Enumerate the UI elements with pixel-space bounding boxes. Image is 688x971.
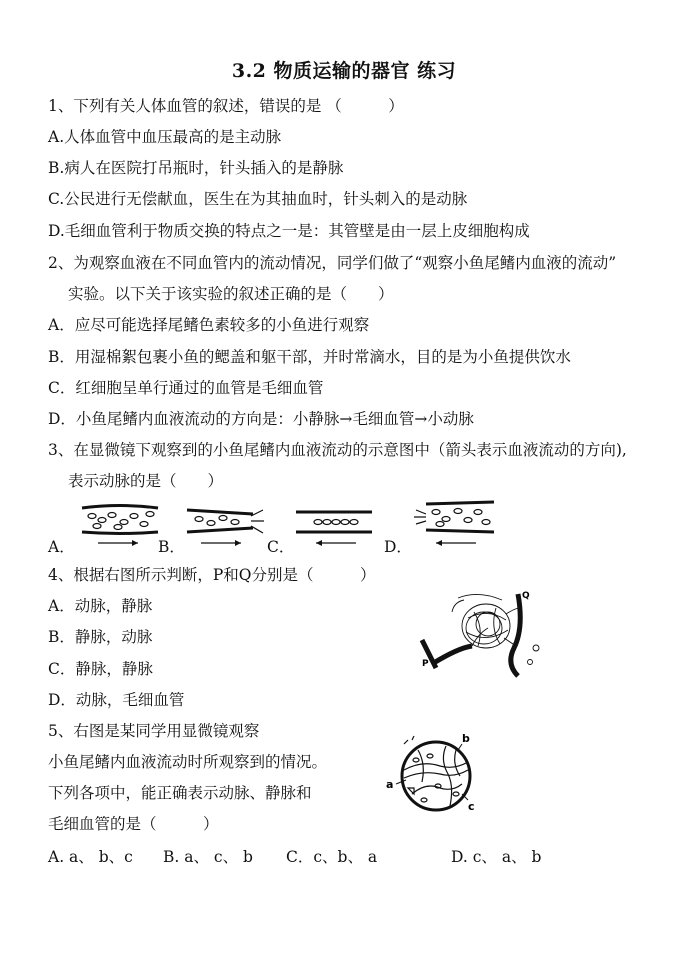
q3-option-a-label: A．	[48, 538, 75, 556]
q4-label-p: P	[422, 659, 429, 669]
q2-option-a: A．应尽可能选择尾鳍色素较多的小鱼进行观察	[48, 316, 370, 334]
q3-option-d-label: D．	[384, 538, 412, 556]
q3-option-b-label: B．	[158, 538, 185, 556]
q5-label-b: b	[462, 732, 470, 745]
q5-stem-line4: 毛细血管的是（ ）	[48, 815, 219, 833]
q5-stem-line3: 下列各项中，能正确表示动脉、静脉和	[48, 784, 312, 802]
q5-answer-c: C．c、b、 a	[286, 848, 378, 866]
q1-stem: 1、下列有关人体血管的叙述，错误的是 （ ）	[48, 97, 404, 115]
q5-stem-line2: 小鱼尾鳍内血液流动时所观察到的情况。	[48, 753, 328, 771]
q5-microscope-figure	[382, 730, 486, 826]
q1-option-d: D.毛细血管利于物质交换的特点之一是：其管壁是由一层上皮细胞构成	[48, 222, 530, 240]
q5-answer-a: A. a、 b、c	[48, 848, 133, 866]
q3-option-c-label: C．	[267, 538, 295, 556]
q4-option-d: D．动脉，毛细血管	[48, 691, 185, 709]
q4-option-c: C．静脉，静脉	[48, 660, 153, 678]
q3-figure-d	[412, 500, 496, 550]
q4-stem: 4、根据右图所示判断，P和Q分别是（ ）	[48, 566, 376, 584]
q1-option-c: C.公民进行无偿献血，医生在为其抽血时，针头刺入的是动脉	[48, 190, 468, 208]
q5-answer-d: D. c、 a、 b	[451, 848, 542, 866]
q5-stem-line1: 5、右图是某同学用显微镜观察	[48, 722, 260, 740]
q1-option-a: A.人体血管中血压最高的是主动脉	[48, 128, 282, 146]
q3-figure-c	[294, 506, 374, 550]
q2-option-d: D．小鱼尾鳍内血液流动的方向是：小静脉→毛细血管→小动脉	[48, 410, 474, 428]
q2-option-b: B．用湿棉絮包裹小鱼的鳃盖和躯干部，并时常滴水，目的是为小鱼提供饮水	[48, 348, 571, 366]
q2-option-c: C．红细胞呈单行通过的血管是毛细血管	[48, 379, 324, 397]
q2-stem-line2: 实验。以下关于该实验的叙述正确的是（ ）	[68, 285, 394, 303]
q4-option-a: A．动脉，静脉	[48, 597, 153, 615]
q3-figure-a	[80, 502, 160, 550]
q5-answer-b: B. a、 c、 b	[163, 848, 253, 866]
q4-label-q: Q	[522, 591, 530, 601]
q1-option-b: B.病人在医院打吊瓶时，针头插入的是静脉	[48, 159, 344, 177]
q2-stem-line1: 2、为观察血液在不同血管内的流动情况，同学们做了“观察小鱼尾鳍内血液的流动”	[48, 254, 617, 272]
q3-stem-line1: 3、在显微镜下观察到的小鱼尾鳍内血液流动的示意图中（箭头表示血液流动的方向),	[48, 441, 627, 459]
q3-stem-line2: 表示动脉的是（ ）	[68, 472, 224, 490]
page-title: 3.2 物质运输的器官 练习	[231, 60, 457, 82]
q4-capillary-figure	[418, 588, 548, 680]
q5-label-a: a	[386, 778, 394, 791]
q5-label-c: c	[468, 800, 475, 813]
q4-option-b: B．静脉，动脉	[48, 628, 153, 646]
q3-figure-b	[185, 506, 265, 550]
